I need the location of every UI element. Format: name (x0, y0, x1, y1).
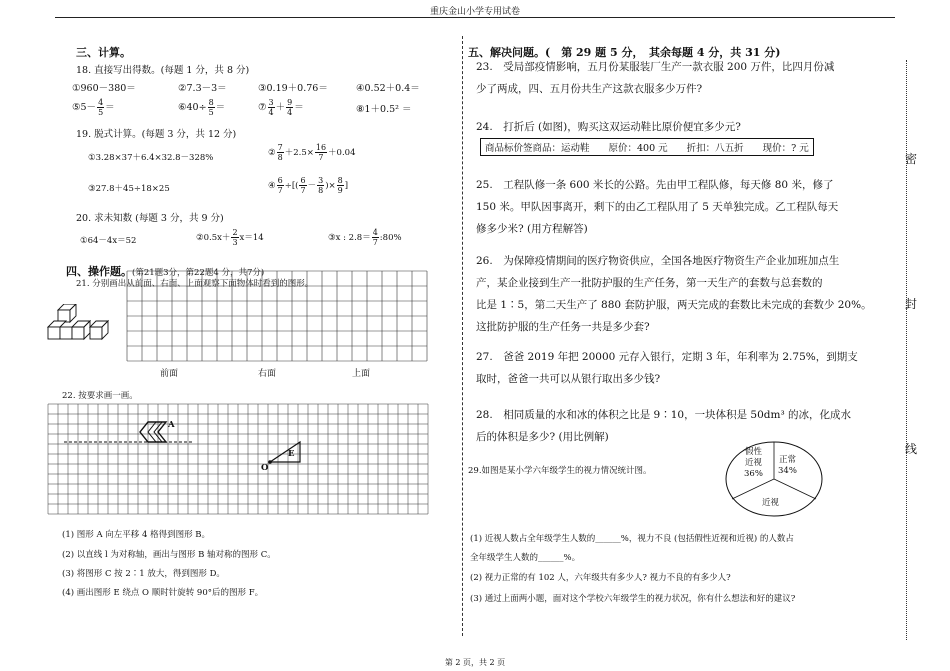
binding-char-close: 封 (905, 297, 918, 311)
q19-item-4 (268, 176, 348, 195)
q18-item-6-text: ⑥40÷ (178, 102, 207, 113)
q28-line: 28. 相同质量的水和冰的体积之比是 9∶10，一块体积是 50dm³ 的冰，化成水 (476, 409, 851, 421)
q27 (476, 346, 858, 390)
header-rule (55, 17, 895, 18)
q23 (476, 56, 834, 100)
page-footer: 第 2 页，共 2 页 (444, 658, 506, 667)
point-o (268, 460, 272, 464)
shape-e (270, 442, 300, 462)
q18-item-3: ③0.19＋0.76＝ (258, 83, 328, 94)
fraction: $\frac{2}{3}$ (232, 228, 238, 247)
q18-item-8: ⑧1＋0.5² ＝ (356, 104, 412, 115)
q25-line: 25. 工程队修一条 600 米长的公路。先由甲工程队修，每天修 80 米，修了 (476, 179, 834, 191)
q29-title: 29.如图是某小学六年级学生的视力情况统计图。 (468, 466, 652, 476)
binding-char-seal: 密 (905, 152, 918, 166)
q22-step-3: (3) 将图形 C 按 2∶1 放大，得到图形 D。 (62, 569, 225, 579)
expression-part: ＋0.04 (328, 148, 356, 158)
point-o-label: O (261, 463, 269, 473)
expression-part: ] (344, 181, 349, 191)
q26-line: 这批防护服的生产任务一共是多少套? (476, 321, 650, 333)
q25 (476, 174, 838, 240)
q23-line: 少了两成，四、五月份共生产这款衣服多少万件? (476, 83, 703, 95)
q20-item-1: ①64－4x＝52 (80, 236, 137, 246)
pie-label: 假性 (744, 447, 762, 457)
q21-title: 21. 分别画出从前面、右面、上面观察下面物体时看到的图形。 (76, 279, 314, 289)
expression-part: x＝14 (239, 233, 264, 243)
q26 (476, 250, 872, 338)
section4-note: (第21题3分，第22题4 分，共7分) (132, 268, 265, 278)
q29-sub-1: (1) 近视人数占全年级学生人数的______%，视力不良 (包括假性近视和近视) 的人数占 (470, 534, 794, 544)
q28-line: 后的体积是多少? (用比例解) (476, 431, 609, 443)
q20-item-3-text: ③x : 2.8＝ (328, 233, 371, 243)
pie-value: 34% (778, 466, 797, 476)
q18-item-5-text: ⑤5－ (72, 102, 97, 113)
section5-title: 五、解决问题。( 第 29 题 5 分， 其余每题 4 分，共 31 分) (468, 46, 781, 59)
label-right: 右面 (258, 369, 277, 379)
fraction: $\frac{4}{5}$ (98, 98, 104, 117)
label-top: 上面 (352, 369, 371, 379)
q19-item-2-text: ② (268, 148, 276, 158)
q22-title: 22. 按要求画一画。 (62, 391, 138, 401)
fraction: $\frac{8}{5}$ (208, 98, 214, 117)
q19-item-4-text: ④ (268, 181, 276, 191)
fraction: $\frac{3}{4}$ (268, 98, 274, 117)
equals-sign: ＝ (294, 102, 304, 113)
fraction: $\frac{4}{7}$ (372, 228, 378, 247)
shape-a-label: A (168, 420, 175, 430)
pie-value: 36% (744, 469, 763, 479)
q24: 24. 打折后 (如图)，购买这双运动鞋比原价便宜多少元? (476, 121, 741, 133)
q25-line: 修多少米? (用方程解答) (476, 223, 588, 235)
pie-slice-false-myopia (744, 447, 763, 480)
q22-step-4: (4) 画出图形 E 绕点 O 顺时针旋转 90°后的图形 F。 (62, 588, 264, 598)
fraction: $\frac{16}{7}$ (315, 143, 327, 162)
q29-sub-1-cont: 全年级学生人数的______%。 (470, 553, 581, 563)
expression-part: :80% (379, 233, 402, 243)
pie-label: 近视 (744, 458, 762, 468)
shape-e-label: E (288, 449, 295, 459)
fraction: $\frac{9}{4}$ (287, 98, 293, 117)
equals-sign: ＝ (105, 102, 115, 113)
q25-line: 150 米。甲队因事离开，剩下的由乙工程队用了 5 天单独完成。乙工程队每天 (476, 201, 839, 213)
q18-title: 18. 直接写出得数。(每题 1 分，共 8 分) (76, 65, 250, 76)
q27-line: 27. 爸爸 2019 年把 20000 元存入银行，定期 3 年，年利率为 2.75%，到期支 (476, 351, 858, 363)
price-tag: 商品标价签商品：运动鞋 原价：400 元 折扣：八五折 现价：? 元 (480, 138, 814, 156)
label-front: 前面 (160, 369, 179, 379)
q20-item-2-text: ②0.5x＋ (196, 233, 231, 243)
pie-slice-myopia: 近视 (762, 498, 780, 508)
q18-item-6 (178, 98, 225, 117)
fraction: $\frac{3}{8}$ (318, 176, 324, 195)
q18-item-5 (72, 98, 115, 117)
q22-step-1: (1) 图形 A 向左平移 4 格得到图形 B。 (62, 530, 211, 540)
q19-item-3: ③27.8＋45÷18×25 (88, 184, 170, 194)
q29-sub-3: (3) 通过上面两小题，面对这个学校六年级学生的视力状况，你有什么想法和好的建议? (470, 594, 796, 604)
pie-slice-normal (778, 455, 797, 477)
plus-sign: ＋ (275, 102, 286, 113)
q23-line: 23. 受局部疫情影响，五月份某服装厂生产一款衣服 200 万件，比四月份减 (476, 61, 835, 73)
fraction: $\frac{6}{7}$ (300, 176, 306, 195)
binding-line (906, 60, 921, 640)
cube-figure (44, 304, 118, 352)
q19-title: 19. 脱式计算。(每题 3 分，共 12 分) (76, 129, 237, 140)
column-divider (462, 36, 463, 636)
q22-drawing-grid (44, 402, 434, 520)
q18-item-7 (258, 98, 304, 117)
page-header: 重庆金山小学专用试卷 (429, 7, 520, 17)
section4-title: 四、操作题。 (66, 265, 132, 278)
q26-line: 比是 1∶5，第二天生产了 880 套防护服，两天完成的套数比未完成的套数少 20%。 (476, 299, 872, 311)
q20-item-2 (196, 228, 264, 247)
q26-line: 产，某企业接到生产一批防护服的生产任务，第一天生产的套数与总套数的 (476, 277, 823, 289)
fraction: $\frac{7}{8}$ (277, 143, 283, 162)
q26-line: 26. 为保障疫情期间的医疗物资供应，全国各地医疗物资生产企业加班加点生 (476, 255, 840, 267)
q18-item-7-text: ⑦ (258, 102, 267, 113)
expression-part: ＋2.5× (284, 148, 314, 158)
q21-drawing-grid (126, 270, 432, 362)
expression-part: － (307, 181, 317, 191)
q20-item-3 (328, 228, 402, 247)
q18-item-4: ④0.52＋0.4＝ (356, 83, 420, 94)
q22-step-2: (2) 以直线 l 为对称轴，画出与图形 B 轴对称的图形 C。 (62, 550, 276, 560)
section3-title: 三、计算。 (76, 46, 131, 59)
q18-item-1: ①960－380＝ (72, 83, 136, 94)
fraction: $\frac{6}{7}$ (277, 176, 283, 195)
equals-sign: ＝ (215, 102, 226, 113)
q19-item-2 (268, 143, 355, 162)
expression-part: ÷[( (284, 181, 299, 191)
fraction: $\frac{8}{9}$ (337, 176, 343, 195)
binding-char-line: 线 (905, 442, 918, 456)
q20-title: 20. 求未知数 (每题 3 分，共 9 分) (76, 213, 224, 224)
q29-sub-2: (2) 视力正常的有 102 人，六年级共有多少人? 视力不良的有多少人? (470, 573, 731, 583)
q27-line: 取时，爸爸一共可以从银行取出多少钱? (476, 373, 661, 385)
q19-item-1: ①3.28×37＋6.4×32.8－328% (88, 153, 214, 163)
pie-label: 正常 (778, 455, 796, 465)
q18-item-2: ②7.3－3＝ (178, 83, 227, 94)
expression-part: )× (325, 181, 336, 191)
